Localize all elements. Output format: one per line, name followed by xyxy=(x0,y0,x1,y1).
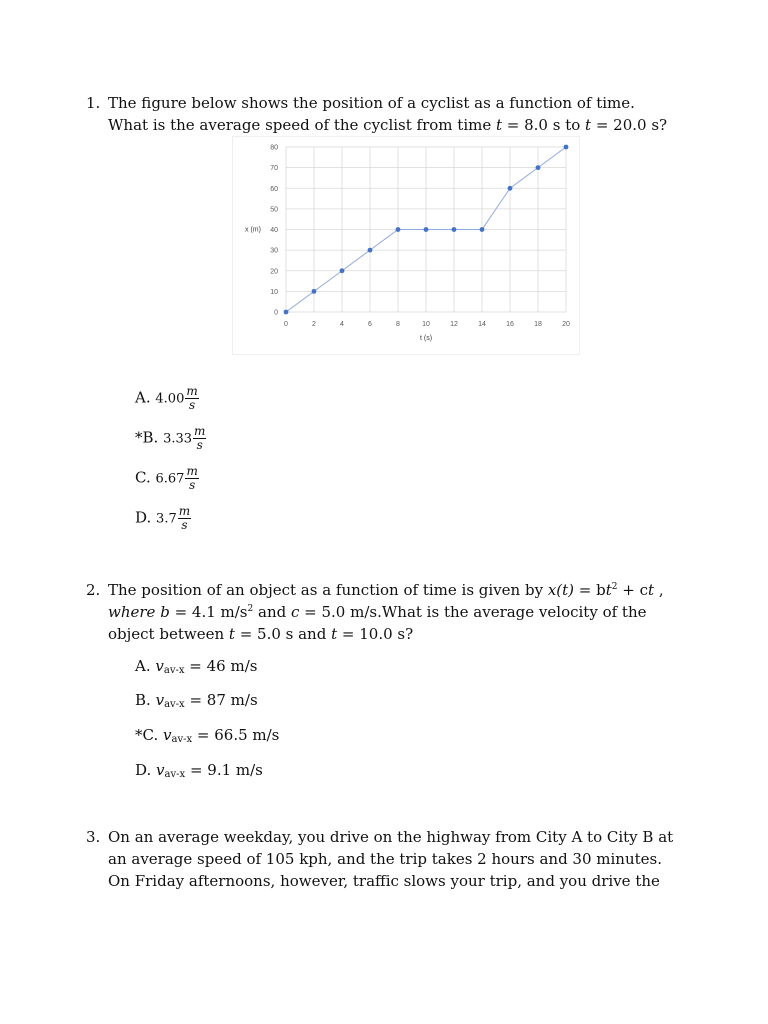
data-point xyxy=(564,145,569,150)
x-tick-label: 2 xyxy=(312,321,316,328)
data-point xyxy=(368,248,373,253)
x-axis-label: t (s) xyxy=(419,335,433,342)
question-text-line: On Friday afternoons, however, traffic slows your trip, and you drive the xyxy=(108,872,660,890)
x-tick-label: 16 xyxy=(506,321,514,328)
q1-option-b: *B. 3.33 $\frac{m}{s}$ xyxy=(135,424,206,452)
question-number: 2. xyxy=(86,581,101,599)
data-point xyxy=(424,227,429,232)
data-point xyxy=(396,227,401,232)
question-3 xyxy=(86,826,706,892)
y-tick-label: 30 xyxy=(270,247,278,255)
data-point xyxy=(508,186,513,191)
question-text-line: What is the average speed of the cyclist from time t = 8.0 s to t = 20.0 s? xyxy=(108,116,668,134)
y-tick-label: 40 xyxy=(270,227,278,234)
question-text-line: where b = 4.1 $m/s^2$ and c = 5.0 m/s.What is the average velocity of the xyxy=(108,603,647,621)
x-tick-label: 10 xyxy=(422,321,430,328)
x-tick-label: 14 xyxy=(478,321,486,328)
q2-option-c: *C. $v_{av-x} = 66.5$ m/s xyxy=(135,726,280,745)
data-point xyxy=(340,268,345,273)
x-tick-label: 6 xyxy=(368,321,372,328)
question-text-line: The position of an object as a function of time is given by $x(t) = bt^2$ + ct , xyxy=(108,581,664,599)
y-tick-label: 60 xyxy=(270,185,278,193)
position-time-chart xyxy=(232,136,580,355)
y-tick-label: 20 xyxy=(270,268,278,276)
y-tick-label: 0 xyxy=(274,309,278,317)
x-tick-label: 8 xyxy=(396,321,400,328)
question-text-line: an average speed of 105 kph, and the trip takes 2 hours and 30 minutes. xyxy=(108,850,663,868)
y-tick-label: 80 xyxy=(270,144,278,152)
data-point xyxy=(284,310,289,315)
question-text-line: The figure below shows the position of a cyclist as a function of time. xyxy=(108,94,635,112)
x-tick-label: 18 xyxy=(534,321,542,328)
q2-option-d: D. $v_{av-x} = 9.1$ m/s xyxy=(135,761,263,780)
y-tick-label: 50 xyxy=(270,206,278,214)
x-tick-label: 4 xyxy=(340,321,344,328)
x-tick-label: 20 xyxy=(562,321,570,328)
question-1 xyxy=(86,92,706,136)
q1-option-c: C. 6.67 $\frac{m}{s}$ xyxy=(135,464,198,492)
question-number: 1. xyxy=(86,94,101,112)
data-point xyxy=(536,165,541,170)
q2-option-b: B. $v_{av-x} = 87$ m/s xyxy=(135,691,258,710)
question-text-line: object between t = 5.0 s and t = 10.0 s? xyxy=(108,625,414,643)
data-point xyxy=(480,227,485,232)
q1-option-d: D. 3.7 $\frac{m}{s}$ xyxy=(135,504,191,532)
question-2 xyxy=(86,579,706,645)
question-number: 3. xyxy=(86,828,101,846)
y-tick-label: 10 xyxy=(270,288,278,296)
x-tick-label: 0 xyxy=(284,321,288,328)
x-tick-label: 12 xyxy=(450,321,458,328)
y-tick-label: 70 xyxy=(270,165,278,173)
data-point xyxy=(452,227,457,232)
question-text-line: On an average weekday, you drive on the highway from City A to City B at xyxy=(108,828,674,846)
y-axis-label: x (m) xyxy=(245,226,261,234)
data-point xyxy=(312,289,317,294)
q1-option-a: A. 4.00 $\frac{m}{s}$ xyxy=(135,384,198,412)
q2-option-a: A. $v_{av-x} = 46$ m/s xyxy=(135,657,258,676)
